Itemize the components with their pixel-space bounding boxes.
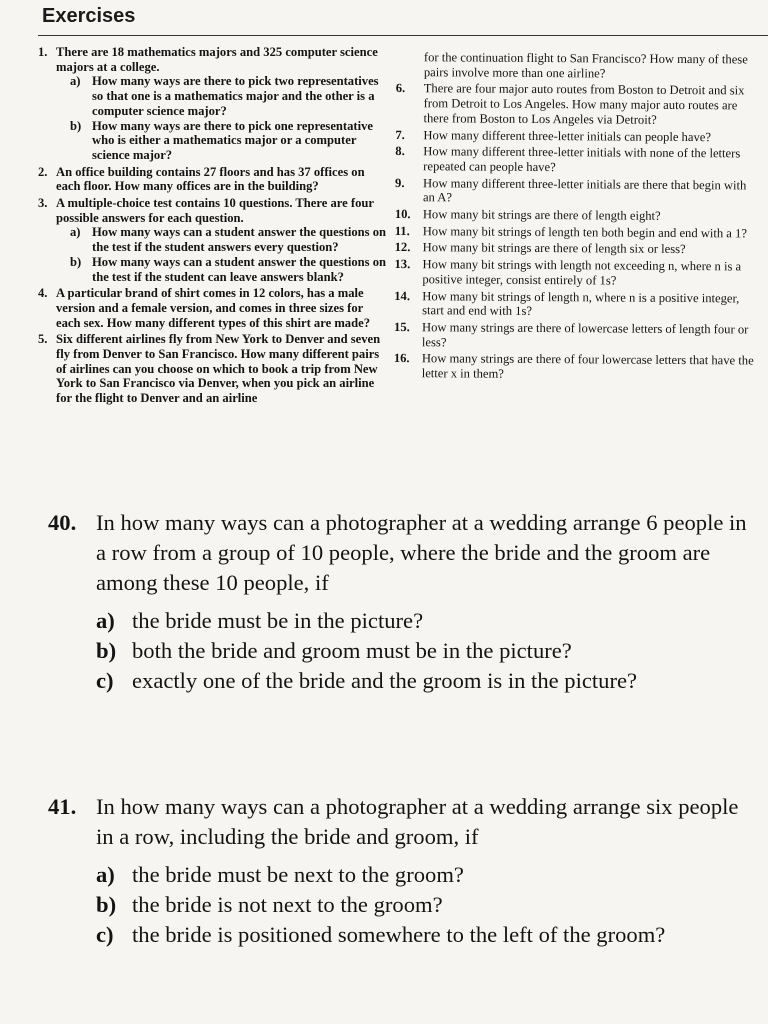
- exercise-part: [56, 119, 390, 163]
- exercise-7: [395, 128, 759, 145]
- exercise-number: 4.: [38, 286, 48, 301]
- exercise-text: How many bit strings are there of length eight?: [422, 207, 661, 223]
- part-letter: a): [70, 225, 81, 240]
- exercise-10: [395, 207, 759, 224]
- exercise-number: 6.: [395, 81, 406, 96]
- exercise-1: [38, 45, 390, 163]
- exercise-5: [38, 332, 390, 406]
- exercise-number: 41.: [48, 794, 77, 819]
- exercise-15: [394, 320, 758, 352]
- exercise-number: 16.: [393, 351, 410, 366]
- exercise-text: There are four major auto routes from Boston to Detroit and six from Detroit to Los Angeles. How many major auto routes are there from Boston to Los Angeles via Detroit?: [423, 81, 745, 127]
- exercise-text: How many strings are there of lowercase letters of length four or less?: [421, 320, 749, 350]
- exercise-2: [38, 165, 390, 194]
- exercise-text: How many bit strings with length not exceeding n, where n is a positive integer, consist entirely of 1s?: [422, 257, 742, 288]
- exercise-number: 14.: [394, 288, 411, 303]
- part-text: How many ways are there to pick one representative who is either a mathematics major or a computer science major?: [92, 118, 373, 162]
- exercise-number: 12.: [394, 240, 411, 255]
- exercise-3: [38, 196, 390, 284]
- exercise-number: 3.: [38, 196, 48, 211]
- left-column: [38, 45, 390, 408]
- part-text: How many ways are there to pick two representatives so that one is a mathematics major and the other is a computer science major?: [92, 74, 379, 118]
- exercise-13: [394, 257, 758, 289]
- exercise-40: [48, 508, 748, 696]
- exercise-text: How many different three-letter initials can people have?: [423, 127, 712, 144]
- exercise-14: [394, 289, 758, 321]
- exercise-number: 15.: [394, 319, 410, 335]
- exercise-text: How many bit strings of length ten both begin and end with a 1?: [422, 223, 748, 241]
- exercise-16: [394, 351, 758, 383]
- exercise-part: [48, 666, 748, 696]
- exercise-8: [395, 144, 759, 176]
- part-letter: b): [70, 254, 82, 269]
- exercise-part: [56, 74, 390, 118]
- exercise-part: [48, 860, 748, 890]
- part-letter: b): [70, 118, 82, 133]
- exercise-text: How many different three-letter initials are there that begin with an A?: [422, 175, 747, 205]
- exercise-number: 2.: [38, 164, 48, 179]
- part-text: How many ways can a student answer the questions on the test if the student can leave answers blank?: [92, 254, 387, 284]
- part-letter: b): [96, 638, 117, 663]
- exercise-text: Six different airlines fly from New York to Denver and seven fly from Denver to San Francisco. How many different pairs of airlines can you choose on which to book a trip from New York to San Francisco via Denver, when you pick an airline for the flight to Denver and an airline: [56, 332, 381, 406]
- exercise-12: [395, 240, 759, 257]
- part-letter: b): [96, 892, 117, 917]
- exercise-parts: [48, 606, 748, 696]
- part-text: the bride must be in the picture?: [132, 608, 424, 633]
- part-letter: c): [96, 922, 114, 947]
- exercise-text: How many bit strings are there of length six or less?: [422, 240, 686, 257]
- part-text: the bride is positioned somewhere to the left of the groom?: [132, 922, 666, 947]
- part-text: exactly one of the bride and the groom is in the picture?: [132, 668, 638, 693]
- exercise-5-continuation: for the continuation flight to San Francisco? How many of these pairs involve more than one airline?: [423, 50, 748, 81]
- exercise-text: How many bit strings of length n, where n is a positive integer, start and end with 1s?: [422, 288, 740, 319]
- exercise-text: A particular brand of shirt comes in 12 colors, has a male version and a female version, and comes in three sizes for each sex. How many different types of this shirt are made?: [56, 286, 370, 330]
- exercise-part: [56, 225, 390, 254]
- part-text: both the bride and groom must be in the picture?: [132, 638, 572, 663]
- part-text: How many ways can a student answer the questions on the test if the student answers every question?: [92, 225, 387, 255]
- exercise-text: A multiple-choice test contains 10 questions. There are four possible answers for each question.: [56, 196, 374, 225]
- exercise-number: 5.: [38, 332, 48, 347]
- exercise-4: [38, 286, 390, 330]
- exercise-text: In how many ways can a photographer at a wedding arrange 6 people in a row from a group of 10 people, where the bride and the groom are among these 10 people, if: [96, 510, 747, 595]
- heading-rule: [38, 35, 768, 36]
- exercise-number: 1.: [38, 45, 48, 59]
- part-text: the bride must be next to the groom?: [132, 862, 464, 887]
- exercise-text: How many strings are there of four lowercase letters that have the letter x in them?: [421, 351, 754, 381]
- part-letter: a): [96, 608, 115, 633]
- exercise-number: 8.: [395, 144, 405, 159]
- exercise-number: 9.: [395, 175, 405, 190]
- exercise-text: How many different three-letter initials with none of the letters repeated can people have?: [423, 144, 741, 175]
- exercise-11: [395, 224, 759, 241]
- exercise-number: 40.: [48, 510, 77, 535]
- part-letter: a): [70, 74, 81, 89]
- exercise-9: [395, 176, 759, 208]
- exercise-number: 10.: [394, 207, 411, 222]
- exercise-parts: [48, 860, 748, 950]
- exercise-41: [48, 792, 748, 950]
- exercise-text: There are 18 mathematics majors and 325 computer science majors at a college.: [56, 45, 378, 74]
- exercise-part: [48, 636, 748, 666]
- exercise-number: 7.: [395, 127, 405, 142]
- exercise-text: An office building contains 27 floors and has 37 offices on each floor. How many offices are in the building?: [56, 164, 365, 194]
- exercise-number: 13.: [394, 257, 411, 272]
- exercise-text: In how many ways can a photographer at a wedding arrange six people in a row, including the bride and groom, if: [96, 794, 739, 849]
- part-text: the bride is not next to the groom?: [132, 892, 443, 917]
- part-letter: c): [96, 668, 114, 693]
- exercise-part: [48, 606, 748, 636]
- section-heading: Exercises: [42, 5, 136, 27]
- right-column: [394, 50, 760, 385]
- part-letter: a): [96, 862, 115, 887]
- exercise-part: [48, 920, 748, 950]
- exercise-number: 11.: [394, 223, 410, 238]
- exercise-part: [56, 255, 390, 284]
- exercise-part: [48, 890, 748, 920]
- exercise-6: [395, 81, 759, 128]
